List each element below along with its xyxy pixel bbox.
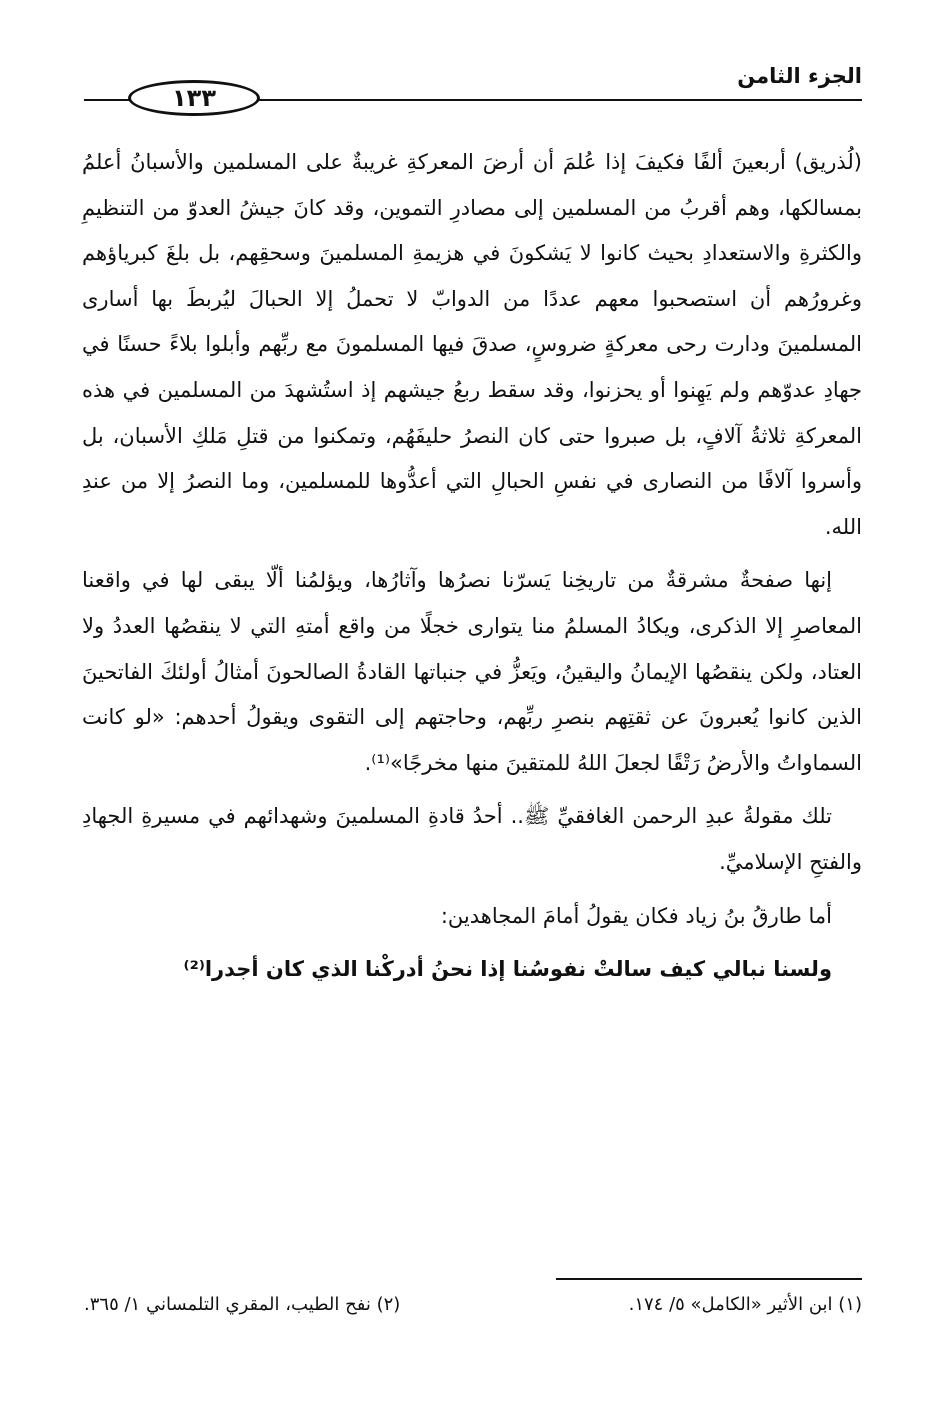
paragraph-3: تلك مقولةُ عبدِ الرحمن الغافقيِّ ﷺ.. أحدُ قادةِ المسلمينَ وشهدائهم في مسيرةِ الجهادِ والفتحِ الإسلاميِّ. bbox=[82, 804, 862, 874]
paragraph-4: أما طارقُ بنُ زياد فكان يقولُ أمامَ المجاهدين: bbox=[440, 903, 832, 928]
page-header bbox=[84, 56, 862, 114]
poetry-verse: ولسنا نبالي كيف سالتْ نفوسُنا إذا نحنُ أدركْنا الذي كان أجدرا⁽²⁾ bbox=[183, 957, 832, 982]
footnote-2: (٢) نفح الطيب، المقري التلمساني ١/ ٣٦٥. bbox=[84, 1294, 401, 1315]
body-text bbox=[82, 140, 862, 1001]
page-number: ١٣٣ bbox=[128, 80, 260, 116]
running-title: الجزء الثامن bbox=[737, 64, 862, 88]
paragraph-1: (لُذريق) أربعينَ ألفًا فكيفَ إذا عُلمَ أن أرضَ المعركةِ غريبةٌ على المسلمين والأسبانُ أعلمُ بمسالكها، وهم أقربُ من المسلمين إلى مصادرِ التموين، وقد كانَ جيشُ العدوّ من التنظيمِ والكثرةِ والاستعدادِ بحيث كانوا لا يَشكونَ في هزيمةِ المسلمينَ وسحقِهم، بل بلغَ كبرياؤهم وغرورُهم أن استصحبوا معهم عددًا من الدوابّ لا تحملُ إلا الحبالَ ليُربطَ بها أسارى المسلمينَ ودارت رحى معركةٍ ضروسٍ، صدقَ فيها المسلمونَ مع ربِّهم وأبلوا بلاءً حسنًا في جهادِ عدوّهم ولم يَهِنوا أو يحزنوا، وقد سقط ربعُ جيشهم إذ استُشهدَ من المسلمين في هذه المعركةِ ثلاثةُ آلافٍ، بل صبروا حتى كان النصرُ حليفَهُم، وتمكنوا من قتلِ مَلكِ الأسبان، بل وأسروا آلافًا من النصارى في نفسِ الحبالِ التي أعدُّوها للمسلمين، وما النصرُ إلا من عندِ الله. bbox=[82, 150, 862, 539]
footnote-rule bbox=[556, 1278, 862, 1280]
footnote-1: (١) ابن الأثير «الكامل» ٥/ ١٧٤. bbox=[628, 1294, 862, 1315]
paragraph-2: إنها صفحةٌ مشرقةٌ من تاريخِنا يَسرّنا نصرُها وآثارُها، ويؤلمُنا ألّا يبقى لها في واقعنا المعاصرِ إلا الذكرى، ويكادُ المسلمُ منا يتوارى خجلًا من واقع أمتهِ التي لا ينقصُها العددُ ولا العتاد، ولكن ينقصُها الإيمانُ واليقينُ، ويَعزُّ في جنباتها القادةُ الصالحونَ أمثالُ أولئكَ الفاتحينَ الذين كانوا يُعبرونَ عن ثقتِهم بنصرِ ربِّهم، وحاجتهم إلى التقوى ويقولُ أحدهم: «لو كانت السماواتُ والأرضُ رَتْقًا لجعلَ اللهُ للمتقينَ منها مخرجًا»⁽¹⁾. bbox=[82, 568, 862, 775]
